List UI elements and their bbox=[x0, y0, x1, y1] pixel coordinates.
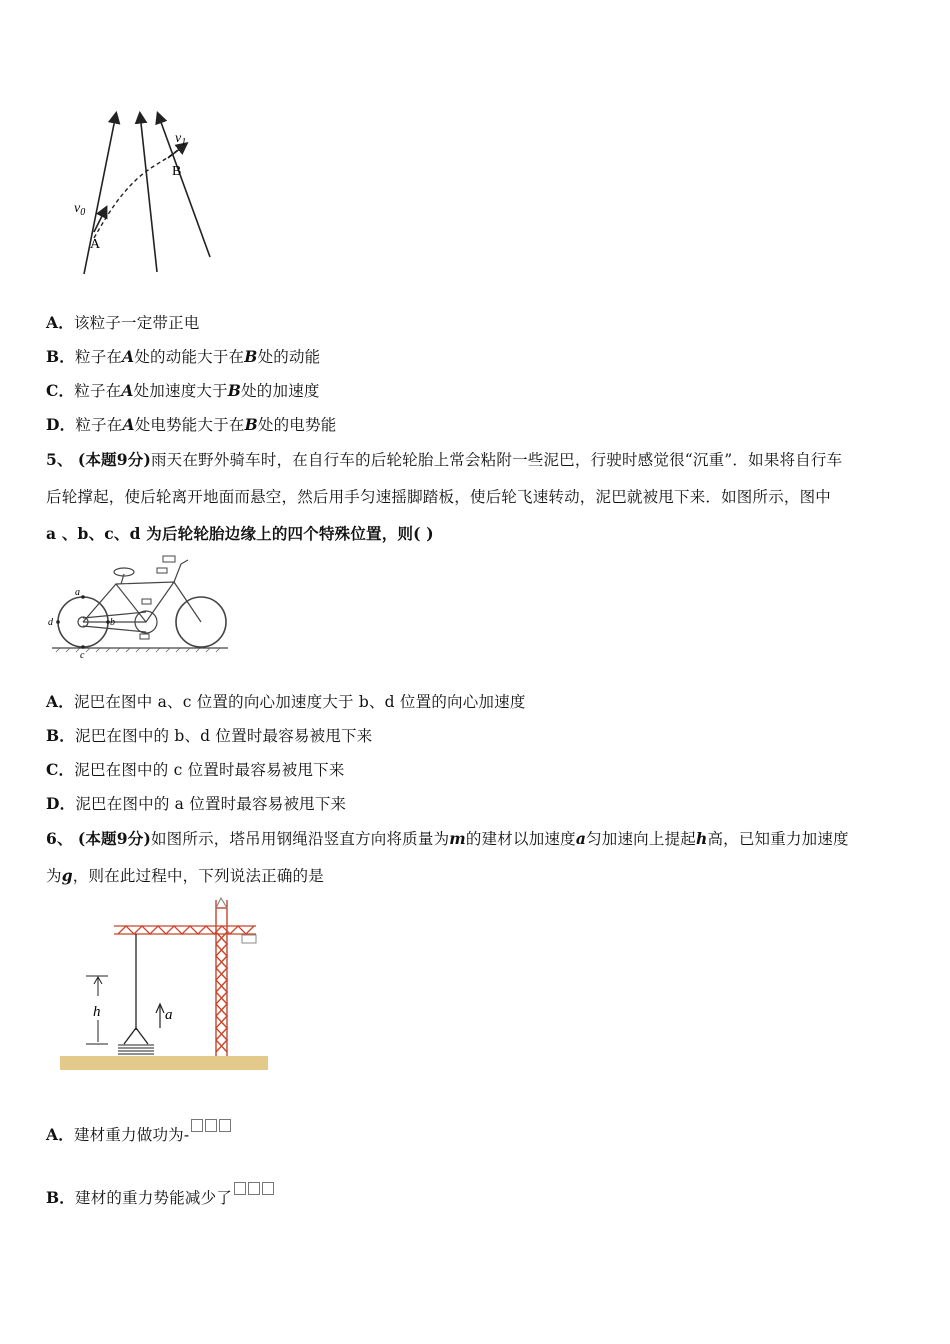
crane-tower bbox=[216, 900, 227, 1056]
q6-option-b: B．建材的重力势能减少了 bbox=[46, 1182, 274, 1208]
label-h: h bbox=[93, 1004, 101, 1020]
hook-sling bbox=[124, 1028, 148, 1044]
label-point-B: B bbox=[172, 164, 182, 179]
q5-option-b: B．泥巴在图中的 b、d 位置时最容易被甩下来 bbox=[46, 726, 373, 745]
q5-option-c: C．泥巴在图中的 c 位置时最容易被甩下来 bbox=[46, 760, 345, 779]
bicycle-pedal-2 bbox=[140, 634, 149, 639]
crane-top-mast bbox=[216, 898, 227, 908]
building-material-load bbox=[118, 1045, 154, 1054]
field-line-middle bbox=[140, 114, 157, 272]
q6-option-a: A．建材重力做功为- bbox=[46, 1119, 231, 1145]
bicycle-diagram bbox=[46, 552, 236, 662]
formula-placeholder bbox=[234, 1182, 246, 1195]
label-point-A: A bbox=[90, 237, 101, 252]
formula-placeholder bbox=[205, 1119, 217, 1132]
crane-jib bbox=[114, 926, 256, 934]
formula-placeholder bbox=[248, 1182, 260, 1195]
label-v0: $v_0$ bbox=[74, 201, 86, 218]
q4-option-d: D．粒子在A处电势能大于在B处的电势能 bbox=[46, 415, 337, 434]
bicycle-frame bbox=[83, 582, 201, 632]
q5-option-d: D．泥巴在图中的 a 位置时最容易被甩下来 bbox=[46, 794, 347, 813]
field-line-right bbox=[158, 114, 210, 257]
point-c-dot bbox=[81, 645, 85, 649]
label-point-a: a bbox=[75, 587, 80, 598]
q4-option-c: C．粒子在A处加速度大于B处的加速度 bbox=[46, 381, 320, 400]
label-point-b: b bbox=[110, 617, 115, 628]
formula-placeholder bbox=[191, 1119, 203, 1132]
handlebar-grip-2 bbox=[157, 568, 167, 573]
label-point-c: c bbox=[80, 650, 85, 661]
point-d-dot bbox=[56, 620, 60, 624]
q6-stem-line2: 为g，则在此过程中，下列说法正确的是 bbox=[46, 866, 324, 885]
formula-placeholder bbox=[219, 1119, 231, 1132]
field-line-diagram bbox=[60, 100, 230, 285]
label-v1: $v_1$ bbox=[175, 131, 187, 148]
bicycle-handlebar bbox=[174, 560, 188, 582]
q5-stem-line3: a 、b、c、d 为后轮轮胎边缘上的四个特殊位置，则( ) bbox=[46, 524, 434, 543]
q5-option-a: A．泥巴在图中 a、c 位置的向心加速度大于 b、d 位置的向心加速度 bbox=[46, 692, 526, 711]
q6-stem-line1: 6、 (本题9分)如图所示，塔吊用钢绳沿竖直方向将质量为m的建材以加速度a匀加速向上提起h高，已知重力加速度 bbox=[46, 829, 849, 848]
label-point-d: d bbox=[48, 617, 53, 628]
ground-strip bbox=[60, 1056, 268, 1070]
formula-placeholder bbox=[262, 1182, 274, 1195]
q5-stem-line1: 5、 (本题9分)雨天在野外骑车时，在自行车的后轮轮胎上常会粘附一些泥巴，行驶时感觉很“沉重”．如果将自行车 bbox=[46, 450, 843, 469]
q4-option-b: B．粒子在A处的动能大于在B处的动能 bbox=[46, 347, 321, 366]
q5-stem-line2: 后轮撑起，使后轮离开地面而悬空，然后用手匀速摇脚踏板，使后轮飞速转动，泥巴就被甩下来．如图所示，图中 bbox=[46, 488, 832, 506]
counterweight bbox=[242, 935, 256, 943]
handlebar-grip bbox=[163, 556, 175, 562]
q4-option-a: A．该粒子一定带正电 bbox=[46, 313, 200, 332]
tower-crane-diagram bbox=[58, 892, 270, 1074]
bicycle-pedal bbox=[142, 599, 151, 604]
label-a: a bbox=[165, 1007, 173, 1023]
point-a-dot bbox=[81, 595, 85, 599]
